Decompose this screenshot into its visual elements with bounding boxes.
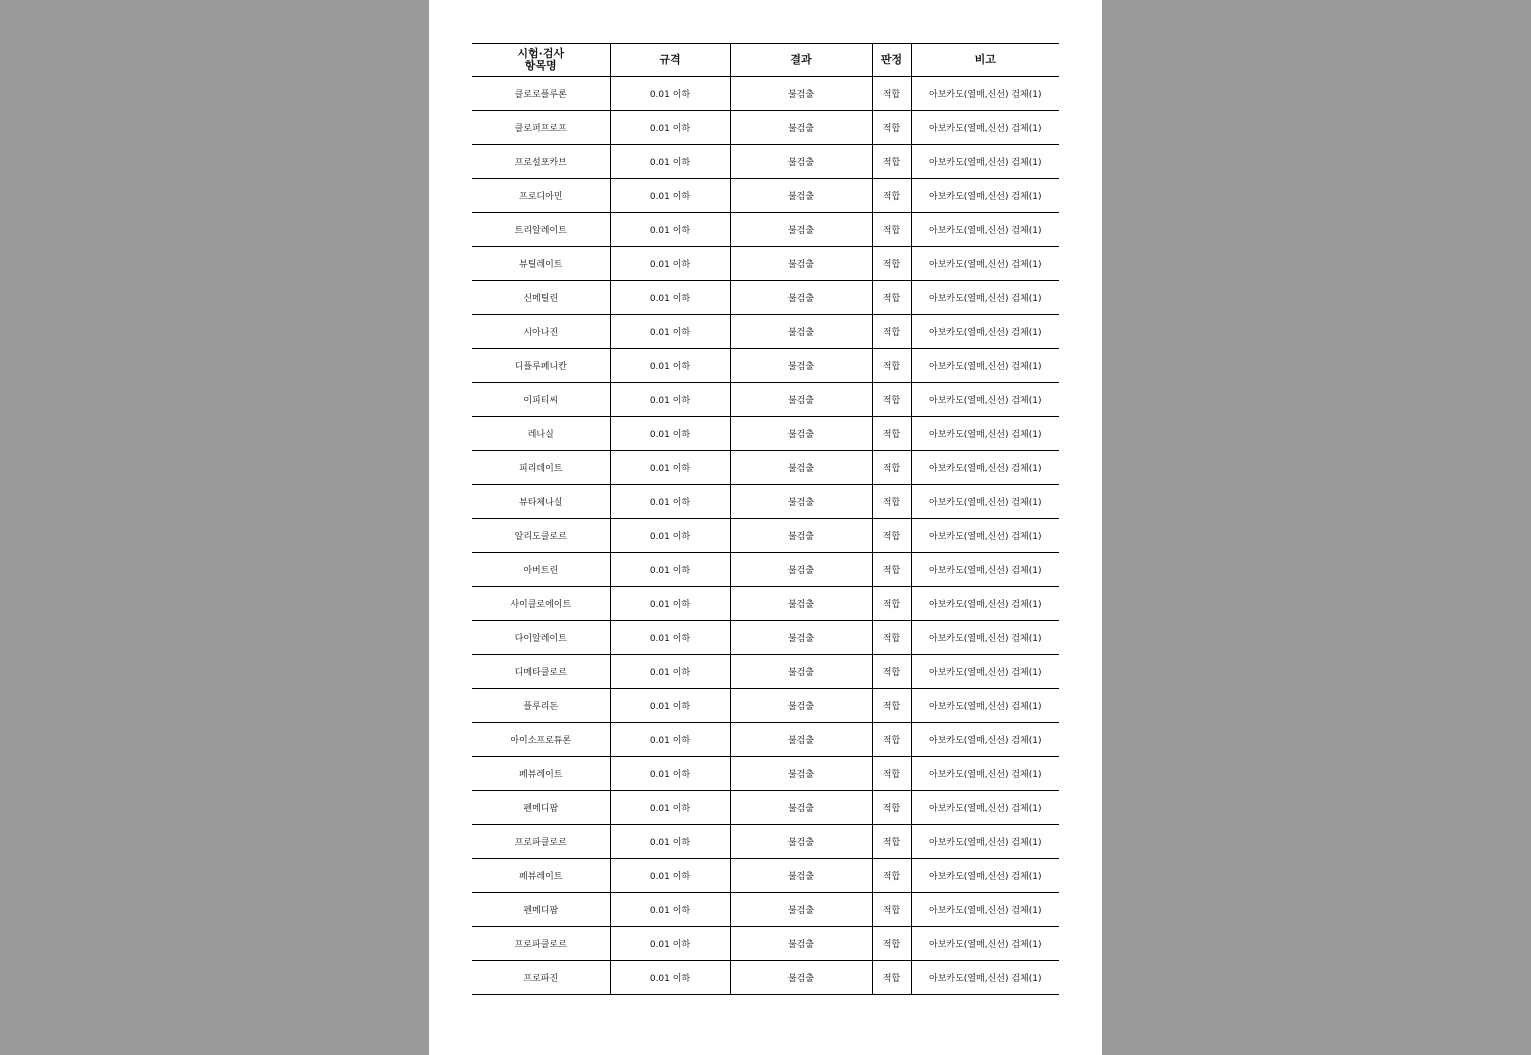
- cell-result: 불검출: [730, 655, 872, 689]
- cell-result: 불검출: [730, 893, 872, 927]
- cell-item-name: 이피티씨: [472, 383, 610, 417]
- cell-result: 불검출: [730, 281, 872, 315]
- cell-spec: 0.01 이하: [610, 247, 730, 281]
- header-item-name-line1: 시험·검사: [517, 47, 565, 60]
- table-row: [472, 859, 1059, 893]
- table-row: [472, 179, 1059, 213]
- cell-judgement: 적합: [872, 383, 911, 417]
- cell-item-name: 알리도클로르: [472, 519, 610, 553]
- cell-item-name: 다이알레이트: [472, 621, 610, 655]
- header-row: [472, 44, 1059, 77]
- cell-item-name: 신메틸린: [472, 281, 610, 315]
- cell-spec: 0.01 이하: [610, 621, 730, 655]
- cell-spec: 0.01 이하: [610, 655, 730, 689]
- cell-result: 불검출: [730, 723, 872, 757]
- table-row: [472, 111, 1059, 145]
- cell-result: 불검출: [730, 621, 872, 655]
- table-row: [472, 791, 1059, 825]
- cell-spec: 0.01 이하: [610, 213, 730, 247]
- cell-item-name: 뷰틸레이트: [472, 247, 610, 281]
- cell-item-name: 프로파진: [472, 961, 610, 995]
- cell-result: 불검출: [730, 587, 872, 621]
- cell-remarks: 아보카도(열매,신선) 검체(1): [911, 621, 1059, 655]
- cell-judgement: 적합: [872, 315, 911, 349]
- cell-item-name: 프로디아민: [472, 179, 610, 213]
- cell-judgement: 적합: [872, 689, 911, 723]
- cell-item-name: 아버트린: [472, 553, 610, 587]
- cell-spec: 0.01 이하: [610, 961, 730, 995]
- table-body: [472, 77, 1059, 995]
- cell-remarks: 아보카도(열매,신선) 검체(1): [911, 451, 1059, 485]
- table-row: [472, 145, 1059, 179]
- cell-judgement: 적합: [872, 111, 911, 145]
- cell-remarks: 아보카도(열매,신선) 검체(1): [911, 247, 1059, 281]
- cell-item-name: 아이소프로튜론: [472, 723, 610, 757]
- table-row: [472, 621, 1059, 655]
- cell-remarks: 아보카도(열매,신선) 검체(1): [911, 927, 1059, 961]
- cell-remarks: 아보카도(열매,신선) 검체(1): [911, 315, 1059, 349]
- cell-judgement: 적합: [872, 893, 911, 927]
- cell-spec: 0.01 이하: [610, 723, 730, 757]
- cell-judgement: 적합: [872, 77, 911, 111]
- cell-remarks: 아보카도(열매,신선) 검체(1): [911, 77, 1059, 111]
- cell-judgement: 적합: [872, 587, 911, 621]
- cell-remarks: 아보카도(열매,신선) 검체(1): [911, 349, 1059, 383]
- cell-result: 불검출: [730, 859, 872, 893]
- header-judgement: 판정: [872, 44, 911, 77]
- cell-result: 불검출: [730, 825, 872, 859]
- cell-remarks: 아보카도(열매,신선) 검체(1): [911, 587, 1059, 621]
- cell-result: 불검출: [730, 689, 872, 723]
- cell-result: 불검출: [730, 77, 872, 111]
- cell-item-name: 프로파클로르: [472, 825, 610, 859]
- cell-result: 불검출: [730, 349, 872, 383]
- cell-remarks: 아보카도(열매,신선) 검체(1): [911, 213, 1059, 247]
- table-row: [472, 689, 1059, 723]
- cell-result: 불검출: [730, 417, 872, 451]
- cell-spec: 0.01 이하: [610, 587, 730, 621]
- cell-judgement: 적합: [872, 961, 911, 995]
- cell-item-name: 피리데이트: [472, 451, 610, 485]
- cell-spec: 0.01 이하: [610, 179, 730, 213]
- cell-remarks: 아보카도(열매,신선) 검체(1): [911, 723, 1059, 757]
- cell-result: 불검출: [730, 383, 872, 417]
- table-row: [472, 553, 1059, 587]
- cell-item-name: 뷰타체나실: [472, 485, 610, 519]
- header-item-name-line2: 항목명: [524, 59, 557, 72]
- cell-item-name: 사이클로에이트: [472, 587, 610, 621]
- cell-judgement: 적합: [872, 179, 911, 213]
- cell-judgement: 적합: [872, 791, 911, 825]
- cell-item-name: 트리알레이트: [472, 213, 610, 247]
- cell-remarks: 아보카도(열매,신선) 검체(1): [911, 893, 1059, 927]
- cell-result: 불검출: [730, 553, 872, 587]
- cell-spec: 0.01 이하: [610, 315, 730, 349]
- cell-judgement: 적합: [872, 281, 911, 315]
- cell-remarks: 아보카도(열매,신선) 검체(1): [911, 655, 1059, 689]
- cell-judgement: 적합: [872, 927, 911, 961]
- cell-result: 불검출: [730, 485, 872, 519]
- table-row: [472, 247, 1059, 281]
- cell-spec: 0.01 이하: [610, 383, 730, 417]
- table-row: [472, 825, 1059, 859]
- cell-result: 불검출: [730, 757, 872, 791]
- table-row: [472, 655, 1059, 689]
- cell-judgement: 적합: [872, 213, 911, 247]
- cell-judgement: 적합: [872, 859, 911, 893]
- cell-judgement: 적합: [872, 655, 911, 689]
- cell-spec: 0.01 이하: [610, 859, 730, 893]
- cell-item-name: 클로로플루론: [472, 77, 610, 111]
- cell-remarks: 아보카도(열매,신선) 검체(1): [911, 757, 1059, 791]
- cell-judgement: 적합: [872, 723, 911, 757]
- table-row: [472, 281, 1059, 315]
- cell-remarks: 아보카도(열매,신선) 검체(1): [911, 791, 1059, 825]
- cell-spec: 0.01 이하: [610, 77, 730, 111]
- document-page: [429, 0, 1102, 1055]
- cell-judgement: 적합: [872, 349, 911, 383]
- cell-result: 불검출: [730, 145, 872, 179]
- cell-result: 불검출: [730, 451, 872, 485]
- cell-remarks: 아보카도(열매,신선) 검체(1): [911, 553, 1059, 587]
- cell-remarks: 아보카도(열매,신선) 검체(1): [911, 281, 1059, 315]
- header-spec: 규격: [610, 44, 730, 77]
- test-results-table: [472, 43, 1059, 995]
- cell-result: 불검출: [730, 111, 872, 145]
- header-result: 결과: [730, 44, 872, 77]
- cell-remarks: 아보카도(열매,신선) 검체(1): [911, 383, 1059, 417]
- cell-remarks: 아보카도(열매,신선) 검체(1): [911, 145, 1059, 179]
- cell-judgement: 적합: [872, 451, 911, 485]
- cell-result: 불검출: [730, 179, 872, 213]
- table-header: [472, 44, 1059, 77]
- cell-spec: 0.01 이하: [610, 553, 730, 587]
- cell-spec: 0.01 이하: [610, 485, 730, 519]
- cell-remarks: 아보카도(열매,신선) 검체(1): [911, 689, 1059, 723]
- cell-item-name: 디플루페니칸: [472, 349, 610, 383]
- table-row: [472, 383, 1059, 417]
- cell-spec: 0.01 이하: [610, 893, 730, 927]
- cell-judgement: 적합: [872, 519, 911, 553]
- cell-spec: 0.01 이하: [610, 417, 730, 451]
- table-row: [472, 485, 1059, 519]
- cell-item-name: 플루리돈: [472, 689, 610, 723]
- table-row: [472, 723, 1059, 757]
- cell-judgement: 적합: [872, 553, 911, 587]
- cell-remarks: 아보카도(열매,신선) 검체(1): [911, 111, 1059, 145]
- cell-result: 불검출: [730, 519, 872, 553]
- table-row: [472, 417, 1059, 451]
- table-row: [472, 349, 1059, 383]
- cell-judgement: 적합: [872, 145, 911, 179]
- cell-result: 불검출: [730, 961, 872, 995]
- cell-spec: 0.01 이하: [610, 825, 730, 859]
- cell-item-name: 레나실: [472, 417, 610, 451]
- cell-remarks: 아보카도(열매,신선) 검체(1): [911, 417, 1059, 451]
- cell-remarks: 아보카도(열매,신선) 검체(1): [911, 179, 1059, 213]
- cell-spec: 0.01 이하: [610, 791, 730, 825]
- cell-result: 불검출: [730, 213, 872, 247]
- cell-judgement: 적합: [872, 417, 911, 451]
- cell-spec: 0.01 이하: [610, 689, 730, 723]
- cell-result: 불검출: [730, 927, 872, 961]
- cell-spec: 0.01 이하: [610, 519, 730, 553]
- cell-item-name: 클로퍼프로프: [472, 111, 610, 145]
- table-row: [472, 213, 1059, 247]
- cell-spec: 0.01 이하: [610, 349, 730, 383]
- cell-judgement: 적합: [872, 485, 911, 519]
- cell-spec: 0.01 이하: [610, 927, 730, 961]
- cell-remarks: 아보카도(열매,신선) 검체(1): [911, 485, 1059, 519]
- table-row: [472, 587, 1059, 621]
- cell-item-name: 페뷰레이트: [472, 859, 610, 893]
- header-item-name: [472, 44, 610, 77]
- cell-item-name: 프로파클로르: [472, 927, 610, 961]
- cell-item-name: 프로설포카브: [472, 145, 610, 179]
- cell-remarks: 아보카도(열매,신선) 검체(1): [911, 825, 1059, 859]
- table-row: [472, 451, 1059, 485]
- cell-spec: 0.01 이하: [610, 451, 730, 485]
- header-remarks: 비고: [911, 44, 1059, 77]
- table-row: [472, 757, 1059, 791]
- cell-result: 불검출: [730, 791, 872, 825]
- cell-result: 불검출: [730, 247, 872, 281]
- cell-spec: 0.01 이하: [610, 281, 730, 315]
- cell-item-name: 디메타클로르: [472, 655, 610, 689]
- cell-spec: 0.01 이하: [610, 111, 730, 145]
- cell-item-name: 시아나진: [472, 315, 610, 349]
- cell-spec: 0.01 이하: [610, 145, 730, 179]
- table-row: [472, 927, 1059, 961]
- cell-item-name: 펜메디팜: [472, 791, 610, 825]
- cell-item-name: 페뷰레이트: [472, 757, 610, 791]
- cell-judgement: 적합: [872, 825, 911, 859]
- cell-item-name: 펜메디팜: [472, 893, 610, 927]
- cell-remarks: 아보카도(열매,신선) 검체(1): [911, 961, 1059, 995]
- cell-judgement: 적합: [872, 757, 911, 791]
- cell-remarks: 아보카도(열매,신선) 검체(1): [911, 859, 1059, 893]
- cell-spec: 0.01 이하: [610, 757, 730, 791]
- cell-judgement: 적합: [872, 247, 911, 281]
- table-row: [472, 315, 1059, 349]
- cell-judgement: 적합: [872, 621, 911, 655]
- cell-remarks: 아보카도(열매,신선) 검체(1): [911, 519, 1059, 553]
- table-row: [472, 77, 1059, 111]
- table-row: [472, 893, 1059, 927]
- table-row: [472, 961, 1059, 995]
- table-row: [472, 519, 1059, 553]
- cell-result: 불검출: [730, 315, 872, 349]
